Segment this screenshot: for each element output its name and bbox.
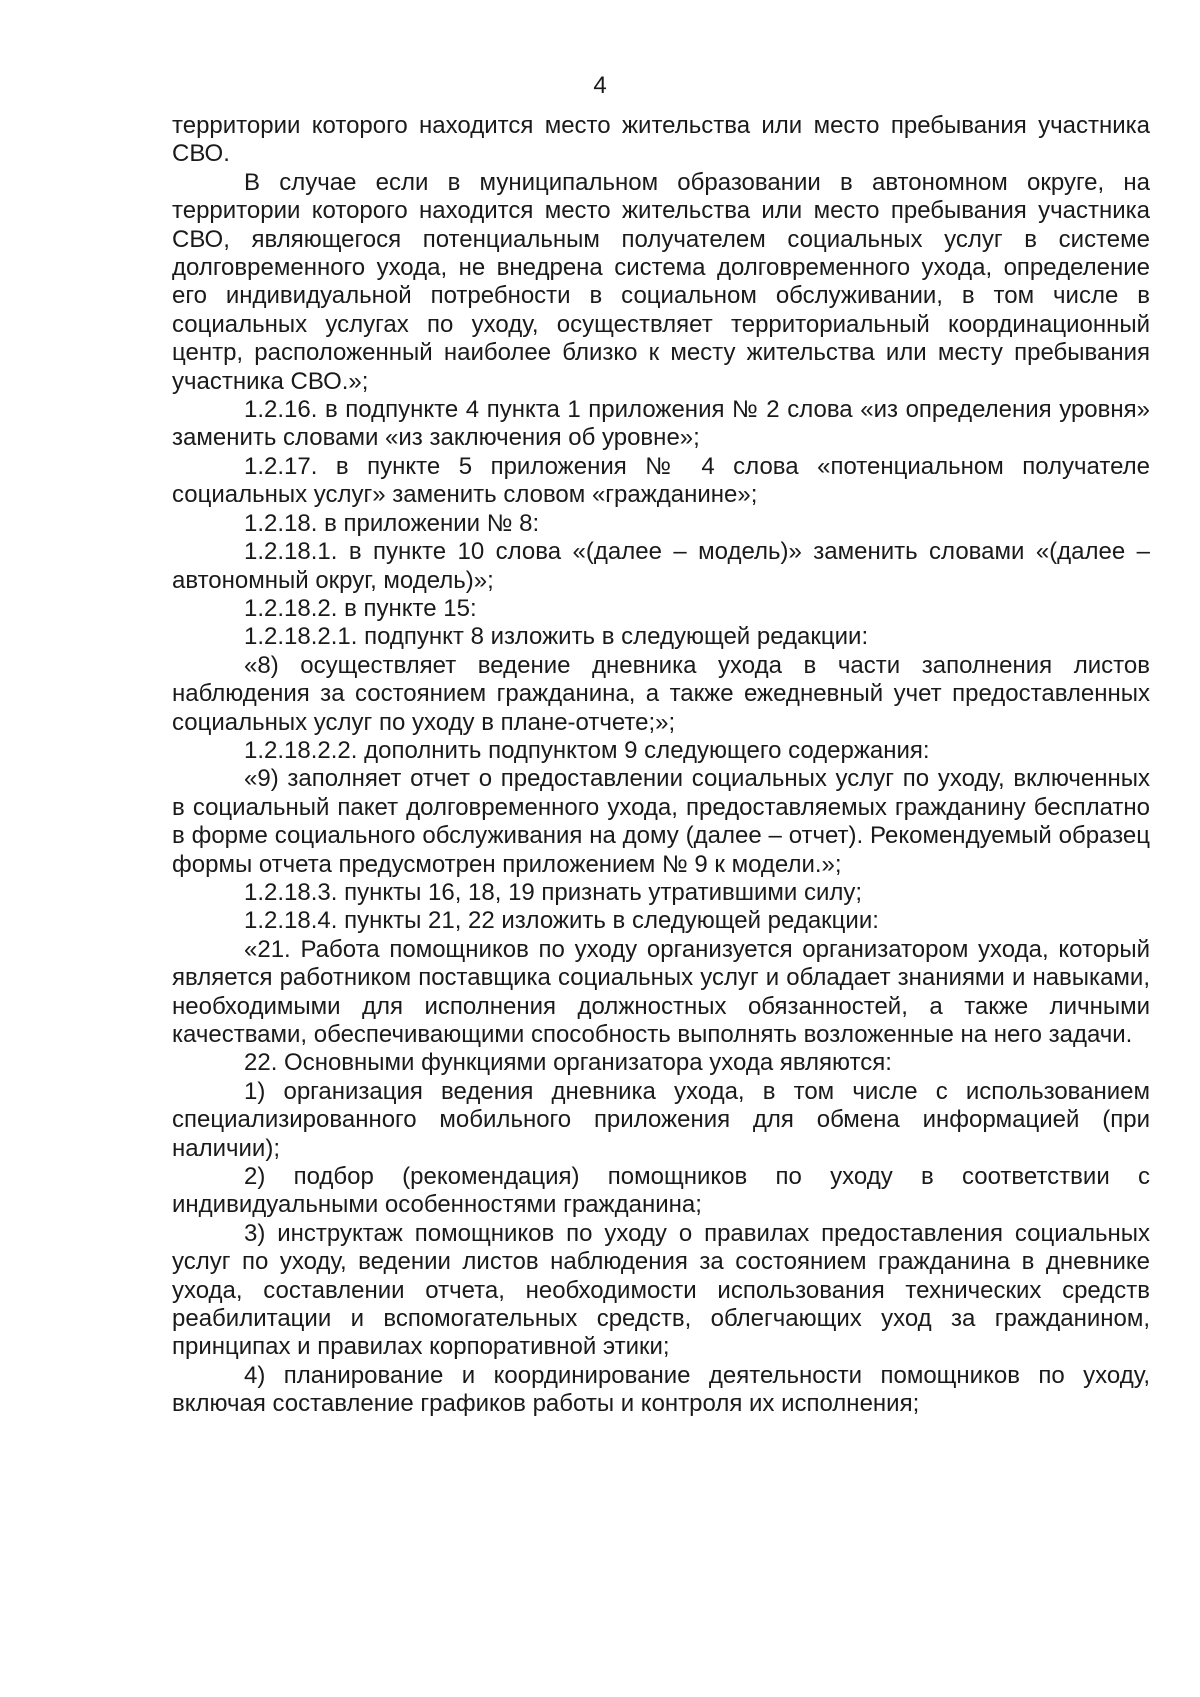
paragraph: 1.2.18.2.1. подпункт 8 изложить в следующей редакции:	[244, 623, 869, 651]
paragraph: 1.2.18.1. в пункте 10 слова «(далее – модель)» заменить словами «(далее – автономный округ, модель)»;	[172, 538, 1150, 594]
paragraph: 4) планирование и координирование деятельности помощников по уходу, включая составление графиков работы и контроля их исполнения;	[172, 1361, 1150, 1418]
page-number: 4	[593, 72, 607, 99]
paragraph: 22. Основными функциями организатора ухода являются:	[244, 1049, 892, 1077]
paragraph: территории которого находится место жительства или место пребывания участника СВО.	[172, 112, 1150, 168]
paragraph: 1.2.18.4. пункты 21, 22 изложить в следующей редакции:	[244, 907, 879, 935]
paragraph: «21. Работа помощников по уходу организуется организатором ухода, который является работником поставщика социальных услуг и обладает знаниями и навыками, необходимыми для исполнения должностных обязанностей, а также личными качествами, обеспечивающими способность выполнять возложенные на него задачи.	[172, 935, 1150, 1048]
paragraph: 1.2.18.2.2. дополнить подпунктом 9 следующего содержания:	[244, 736, 930, 764]
paragraph: 3) инструктаж помощников по уходу о правилах предоставления социальных услуг по уходу, ведении листов наблюдения за состоянием гражданина в дневнике ухода, составлении отчета, необходимости использования технических средств реабилитации и вспомогательных средств, облегчающих уход за гражданином, принципах и правилах корпоративной этики;	[172, 1219, 1150, 1361]
document-body	[172, 112, 1150, 1419]
paragraph: «8) осуществляет ведение дневника ухода в части заполнения листов наблюдения за состоянием гражданина, а также ежедневный учет предоставленных социальных услуг по уходу в плане-отчете;»;	[172, 651, 1150, 736]
paragraph: «9) заполняет отчет о предоставлении социальных услуг по уходу, включенных в социальный пакет долговременного ухода, предоставляемых гражданину бесплатно в форме социального обслуживания на дому (далее – отчет). Рекомендуемый образец формы отчета предусмотрен приложением № 9 к модели.»;	[172, 765, 1150, 878]
paragraph: 2) подбор (рекомендация) помощников по уходу в соответствии с индивидуальными особенностями гражданина;	[172, 1163, 1150, 1219]
paragraph: 1.2.17. в пункте 5 приложения № 4 слова «потенциальном получателе социальных услуг» заменить словом «гражданине»;	[172, 452, 1150, 509]
paragraph: 1.2.18.2. в пункте 15:	[244, 594, 477, 622]
paragraph: 1.2.18.3. пункты 16, 18, 19 признать утратившими силу;	[244, 878, 863, 906]
paragraph: 1.2.16. в подпункте 4 пункта 1 приложения № 2 слова «из определения уровня» заменить словами «из заключения об уровне»;	[172, 396, 1150, 452]
paragraph: 1.2.18. в приложении № 8:	[244, 509, 540, 537]
paragraph: В случае если в муниципальном образовании в автономном округе, на территории которого находится место жительства или место пребывания участника СВО, являющегося потенциальным получателем социальных услуг в системе долговременного ухода, не внедрена система долговременного ухода, определение его индивидуальной потребности в социальном обслуживании, в том числе в социальных услугах по уходу, осуществляет территориальный координационный центр, расположенный наиболее близко к месту жительства или месту пребывания участника СВО.»;	[172, 168, 1150, 395]
paragraph: 1) организация ведения дневника ухода, в том числе с использованием специализированного мобильного приложения для обмена информацией (при наличии);	[172, 1077, 1150, 1162]
